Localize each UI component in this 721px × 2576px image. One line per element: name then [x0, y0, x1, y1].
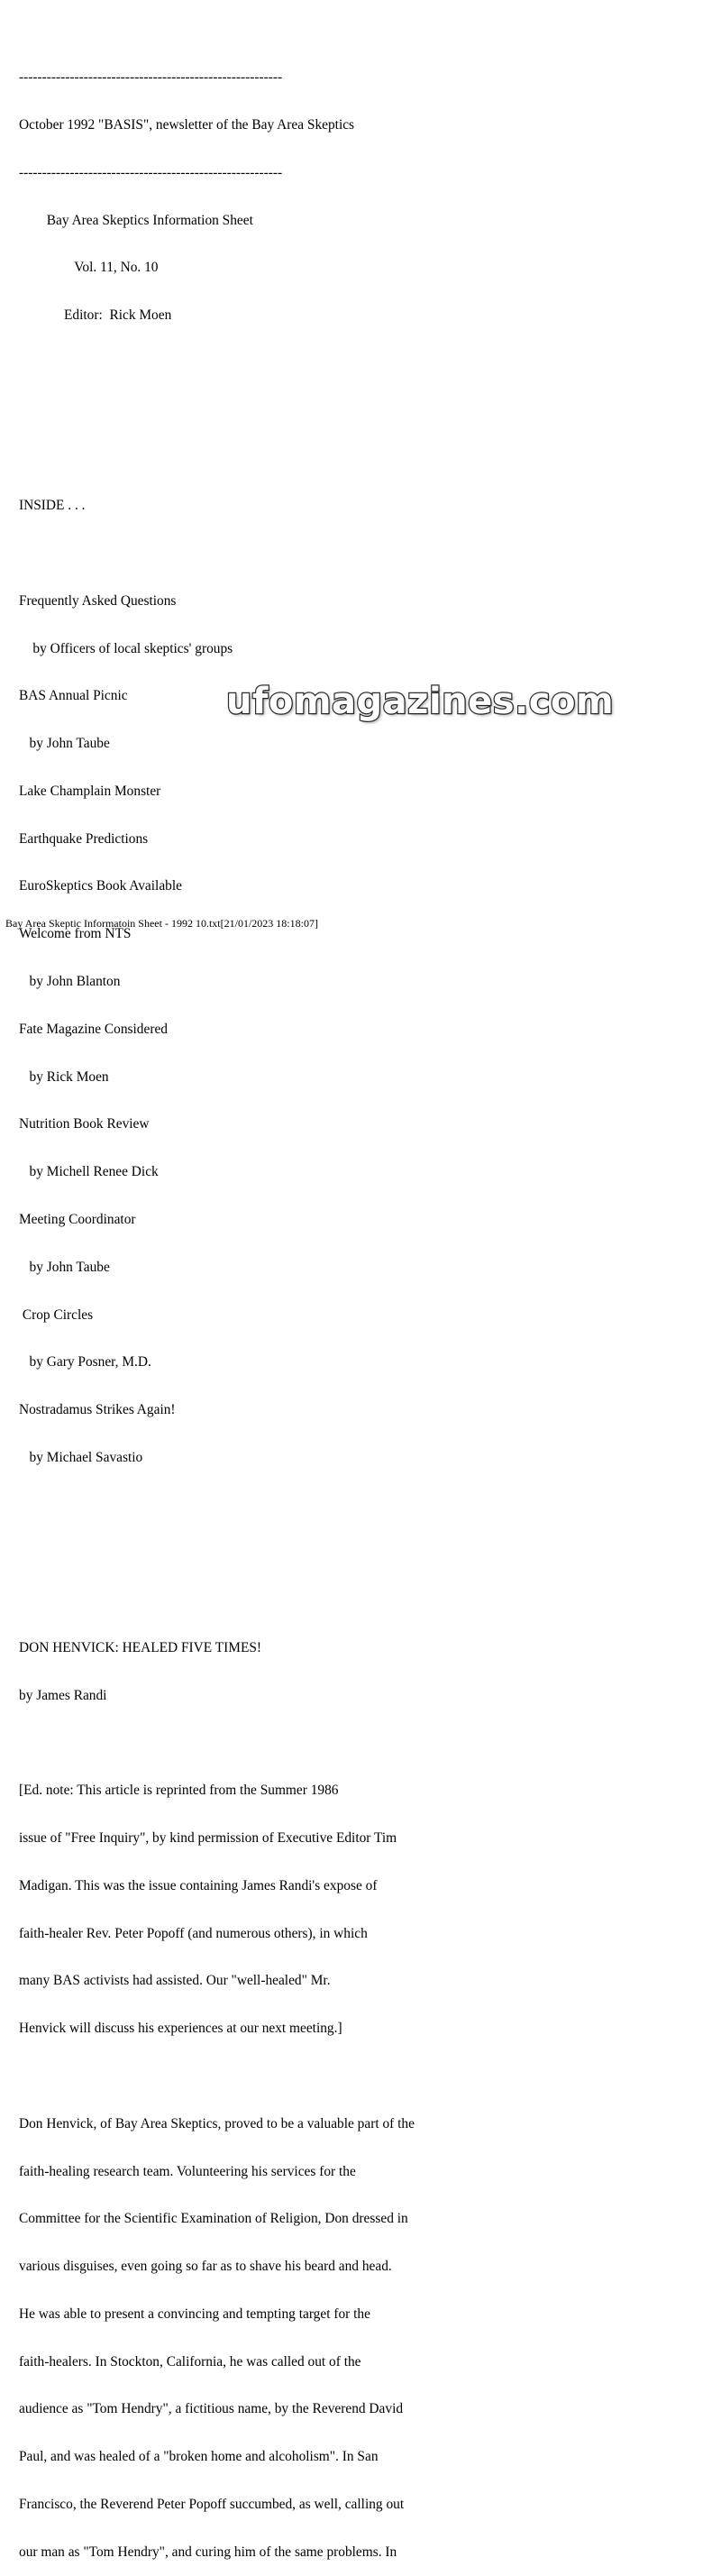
- contents-item: BAS Annual Picnic: [19, 688, 128, 704]
- editor-note-line: Madigan. This was the issue containing James Randi's expose of: [19, 1877, 378, 1893]
- newsletter-heading: October 1992 "BASIS", newsletter of the Bay Area Skeptics: [19, 116, 355, 133]
- blank-line: [19, 403, 704, 419]
- body-paragraph-line: our man as "Tom Hendry", and curing him of the same problems. In: [19, 2544, 397, 2560]
- editor-note-line: faith-healer Rev. Peter Popoff (and numerous others), in which: [19, 1925, 368, 1941]
- newsletter-text: [19, 38, 704, 2576]
- site-watermark: ufomagazines.com: [226, 681, 615, 722]
- blank-line: [19, 545, 704, 562]
- contents-item: Earthquake Predictions: [19, 830, 149, 847]
- contents-byline: by John Taube: [19, 736, 110, 752]
- contents-byline: by Gary Posner, M.D.: [19, 1354, 151, 1371]
- body-paragraph-line: faith-healers. In Stockton, California, he was called out of the: [19, 2353, 361, 2370]
- body-paragraph-line: Paul, and was healed of a "broken home and alcoholism". In San: [19, 2449, 379, 2465]
- contents-byline: by Officers of local skeptics' groups: [19, 640, 233, 656]
- blank-line: [19, 2068, 704, 2085]
- separator-line-bottom: ---------------------------------------------------------: [19, 164, 283, 180]
- body-paragraph-line: Committee for the Scientific Examination of Religion, Don dressed in: [19, 2211, 408, 2227]
- contents-item: EuroSkeptics Book Available: [19, 878, 182, 894]
- body-paragraph-line: faith-healing research team. Volunteering his services for the: [19, 2163, 356, 2179]
- article-byline: by James Randi: [19, 1687, 107, 1703]
- contents-item: Frequently Asked Questions: [19, 592, 177, 609]
- volume-number: Vol. 11, No. 10: [19, 260, 159, 276]
- contents-item: Crop Circles: [19, 1306, 94, 1323]
- inside-heading: INSIDE . . .: [19, 498, 86, 514]
- blank-line: [19, 1498, 704, 1514]
- body-paragraph-line: Francisco, the Reverend Peter Popoff succumbed, as well, calling out: [19, 2497, 405, 2513]
- blank-line: [19, 450, 704, 466]
- body-paragraph-line: various disguises, even going so far as to shave his beard and head.: [19, 2259, 392, 2275]
- body-paragraph-line: audience as "Tom Hendry", a fictitious name, by the Reverend David: [19, 2401, 404, 2417]
- article-title: DON HENVICK: HEALED FIVE TIMES!: [19, 1639, 262, 1655]
- editor-line: Editor: Rick Moen: [19, 307, 172, 324]
- blank-line: [19, 1592, 704, 1609]
- contents-item: Nostradamus Strikes Again!: [19, 1402, 176, 1418]
- page-footer: Bay Area Skeptic Informatoin Sheet - 1992 10.txt[21/01/2023 18:18:07]: [5, 917, 318, 930]
- contents-item: Fate Magazine Considered: [19, 1021, 168, 1037]
- separator-line-top: ---------------------------------------------------------: [19, 69, 283, 86]
- editor-note-line: many BAS activists had assisted. Our "well-healed" Mr.: [19, 1973, 331, 1989]
- contents-byline: by John Blanton: [19, 974, 121, 990]
- sheet-title: Bay Area Skeptics Information Sheet: [19, 212, 253, 228]
- editor-note-line: Henvick will discuss his experiences at our next meeting.]: [19, 2021, 342, 2037]
- editor-note-line: issue of "Free Inquiry", by kind permission of Executive Editor Tim: [19, 1830, 397, 1847]
- body-paragraph-line: Don Henvick, of Bay Area Skeptics, proved to be a valuable part of the: [19, 2115, 415, 2131]
- contents-item: Meeting Coordinator: [19, 1211, 136, 1227]
- contents-byline: by Michael Savastio: [19, 1449, 143, 1465]
- blank-line: [19, 1545, 704, 1561]
- blank-line: [19, 1736, 704, 1752]
- editor-note-line: [Ed. note: This article is reprinted from the Summer 1986: [19, 1783, 339, 1799]
- contents-byline: by John Taube: [19, 1259, 110, 1275]
- contents-item: Lake Champlain Monster: [19, 783, 161, 799]
- contents-item: Nutrition Book Review: [19, 1116, 150, 1132]
- contents-item: Welcome from NTS: [19, 926, 132, 942]
- body-paragraph-line: He was able to present a convincing and tempting target for the: [19, 2306, 370, 2322]
- contents-byline: by Rick Moen: [19, 1068, 109, 1085]
- contents-byline: by Michell Renee Dick: [19, 1164, 159, 1180]
- blank-line: [19, 355, 704, 371]
